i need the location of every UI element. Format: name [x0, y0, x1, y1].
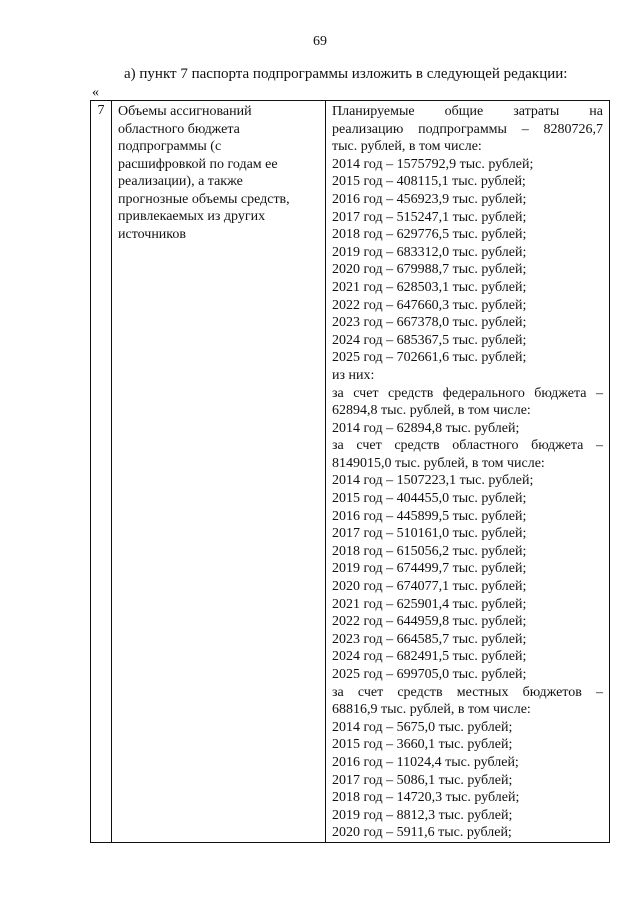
value-line: 2017 год – 510161,0 тыс. рублей; [332, 526, 527, 542]
value-word: средств [397, 684, 443, 700]
row-name-line: реализации), а также [118, 174, 243, 189]
value-line: 2015 год – 404455,0 тыс. рублей; [332, 491, 527, 507]
value-line: 2022 год – 647660,3 тыс. рублей; [332, 297, 527, 313]
row-name-cell [112, 101, 326, 843]
value-line: 62894,8 тыс. рублей, в том числе: [332, 403, 531, 419]
value-line: 2021 год – 625901,4 тыс. рублей; [332, 596, 527, 612]
value-word: бюджета [534, 385, 587, 401]
value-word: общие [444, 104, 484, 119]
passport-table [90, 100, 610, 843]
value-word: областного [452, 438, 519, 454]
value-word: счет [357, 684, 384, 700]
value-line-justified [332, 684, 603, 702]
value-word: Планируемые [332, 104, 415, 119]
value-line: 2020 год – 5911,6 тыс. рублей; [332, 825, 512, 841]
value-line: 2014 год – 1507223,1 тыс. рублей; [332, 473, 534, 489]
value-word: за [332, 684, 344, 700]
value-line: 2018 год – 629776,5 тыс. рублей; [332, 227, 527, 243]
value-line: 8149015,0 тыс. рублей, в том числе: [332, 455, 545, 471]
value-word: 8280726,7 [543, 121, 603, 137]
row-name-line: Объемы ассигнований [118, 104, 252, 119]
value-line: 2014 год – 5675,0 тыс. рублей; [332, 719, 513, 735]
value-line: 2015 год – 3660,1 тыс. рублей; [332, 737, 513, 753]
value-line: 2017 год – 515247,1 тыс. рублей; [332, 209, 527, 225]
value-word: федерального [442, 385, 525, 401]
value-line-justified [332, 385, 603, 403]
value-line: 2019 год – 8812,3 тыс. рублей; [332, 807, 513, 823]
value-word: бюджета [531, 438, 584, 454]
value-line: 2017 год – 5086,1 тыс. рублей; [332, 772, 513, 788]
row-name-line: прогнозные объемы средств, [118, 191, 290, 207]
value-word: затраты [513, 104, 560, 119]
table-row [91, 101, 610, 843]
value-line: 68816,9 тыс. рублей, в том числе: [332, 702, 531, 718]
value-line: 2018 год – 14720,3 тыс. рублей; [332, 790, 520, 806]
opening-quote-mark: « [92, 85, 99, 100]
page-number: 69 [313, 34, 327, 49]
intro-paragraph: а) пункт 7 паспорта подпрограммы изложить в следующей редакции: [124, 66, 568, 82]
value-line: 2020 год – 679988,7 тыс. рублей; [332, 262, 527, 278]
value-line: 2014 год – 62894,8 тыс. рублей; [332, 420, 520, 436]
value-line: 2019 год – 683312,0 тыс. рублей; [332, 244, 527, 260]
value-word: реализацию [332, 121, 404, 137]
value-line: 2023 год – 664585,7 тыс. рублей; [332, 631, 527, 647]
row-name-line: источников [118, 226, 187, 242]
value-line: 2025 год – 702661,6 тыс. рублей; [332, 350, 527, 366]
value-word: местных [456, 684, 509, 700]
value-word: за [332, 385, 344, 401]
value-line: 2021 год – 628503,1 тыс. рублей; [332, 279, 527, 295]
row-number-cell: 7 [91, 101, 112, 843]
value-line: 2016 год – 456923,9 тыс. рублей; [332, 191, 527, 207]
value-line: 2020 год – 674077,1 тыс. рублей; [332, 579, 527, 595]
row-name-line: областного бюджета [118, 121, 240, 137]
value-line: из них: [332, 367, 375, 383]
row-name-line: подпрограммы (с [118, 139, 222, 154]
value-word: – [521, 121, 529, 137]
value-line: 2014 год – 1575792,9 тыс. рублей; [332, 156, 534, 172]
value-word: подпрограммы [418, 121, 507, 137]
row-value-cell [326, 101, 610, 843]
value-word: средств [388, 385, 434, 401]
value-line: 2023 год – 667378,0 тыс. рублей; [332, 315, 527, 331]
value-line: 2024 год – 685367,5 тыс. рублей; [332, 332, 527, 348]
value-line: 2022 год – 644959,8 тыс. рублей; [332, 614, 527, 630]
value-line: 2015 год – 408115,1 тыс. рублей; [332, 174, 526, 190]
value-line-justified [332, 437, 603, 455]
value-line: 2018 год – 615056,2 тыс. рублей; [332, 543, 527, 559]
value-word: счет [356, 438, 382, 454]
value-line: 2024 год – 682491,5 тыс. рублей; [332, 649, 527, 665]
value-line-justified [332, 121, 603, 139]
value-word: за [332, 438, 344, 454]
value-word: – [595, 385, 603, 401]
value-line: 2019 год – 674499,7 тыс. рублей; [332, 561, 527, 577]
value-word: – [595, 438, 603, 454]
value-word: счет [353, 385, 379, 401]
value-line-justified [332, 103, 603, 121]
value-word: бюджетов [522, 684, 582, 700]
value-line: 2025 год – 699705,0 тыс. рублей; [332, 667, 527, 682]
value-line: 2016 год – 445899,5 тыс. рублей; [332, 508, 527, 524]
value-line: тыс. рублей, в том числе: [332, 139, 482, 155]
value-line: 2016 год – 11024,4 тыс. рублей; [332, 754, 519, 770]
row-name-line: привлекаемых из других [118, 209, 266, 224]
value-word: на [589, 104, 603, 119]
value-word: средств [394, 438, 440, 454]
value-word: – [595, 684, 603, 700]
row-name-line: расшифровкой по годам ее [118, 156, 278, 172]
